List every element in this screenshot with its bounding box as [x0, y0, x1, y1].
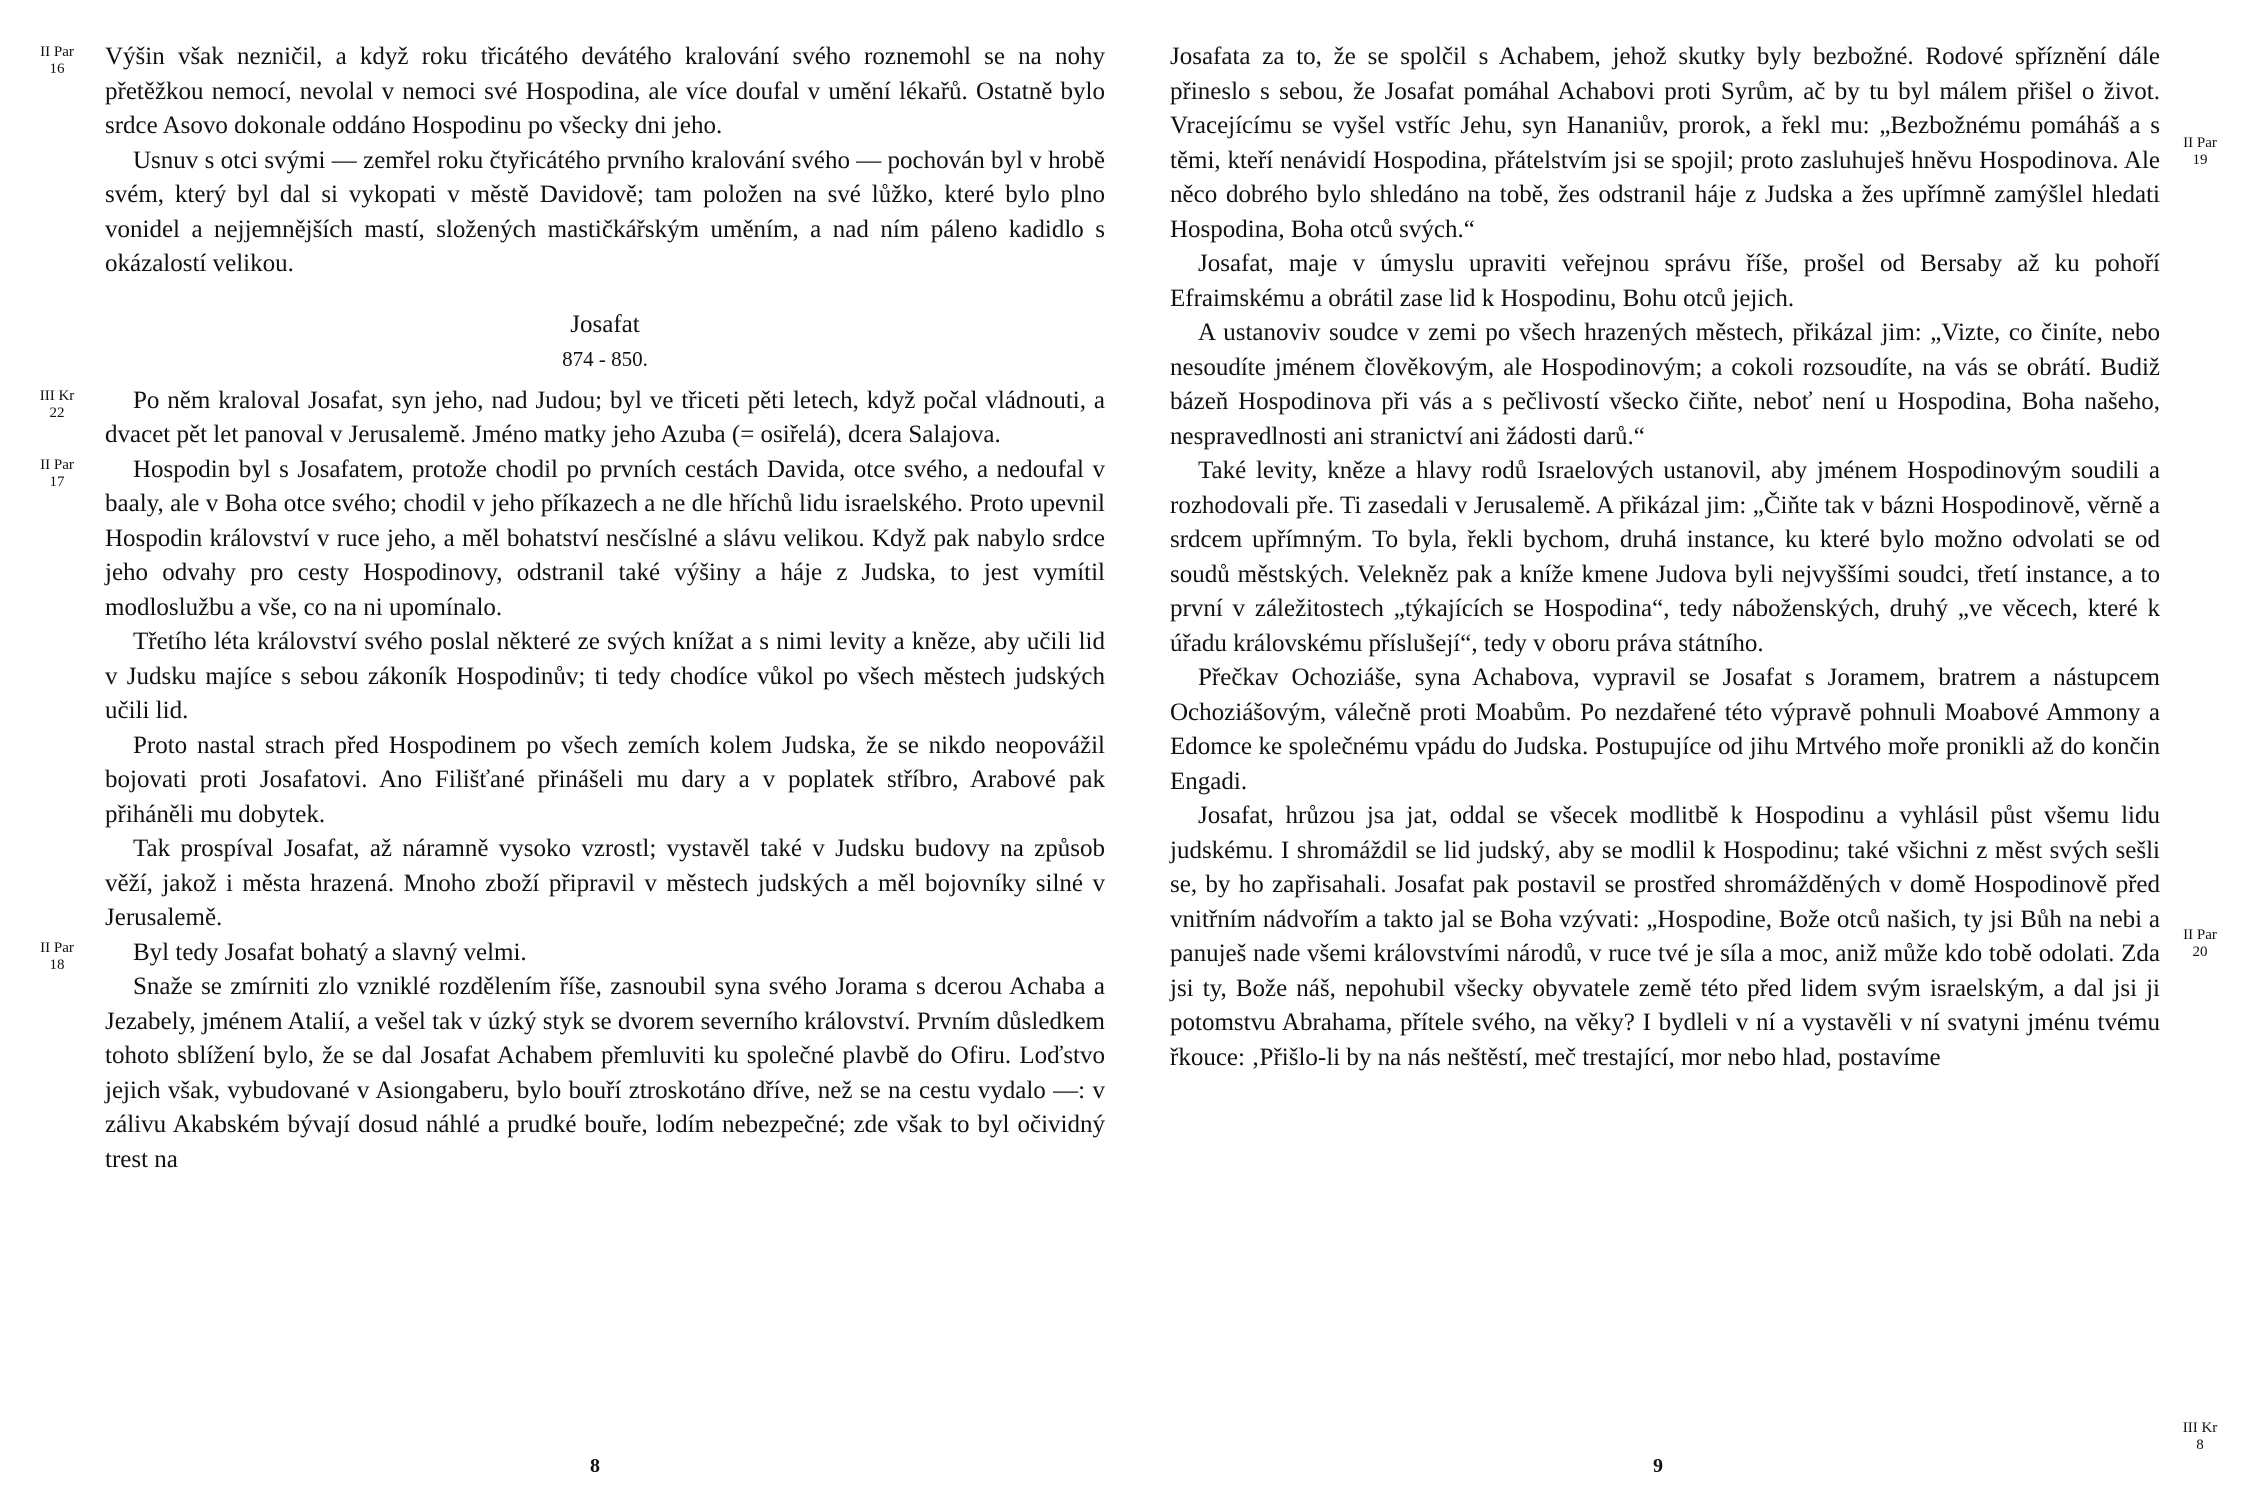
right-page — [1170, 40, 2218, 1453]
reference-book: II Par — [40, 44, 74, 60]
paragraph — [105, 729, 1105, 833]
paragraph — [1170, 799, 2160, 1075]
paragraph-text: A ustanoviv soudce v zemi po všech hrazených městech, přikázal jim: „Vizte, co činíte, nebo nesoudíte jménem člověkovým, ale Hospodinovým; a cokoli rozsoudíte, na vás se obrátí. Budiž bázeň Hospodinova při vás a s pečlivostí všecko čiňte, neboť není u Hospodina, Boha našeho, nespravedlnosti ani stranictví ani žádosti darů.“ — [1170, 319, 2160, 450]
margin-reference — [33, 940, 81, 974]
paragraph-text: Výšin však nezničil, a když roku třicátého devátého kralování svého roznemohl se na nohy přetěžkou nemocí, nevolal v nemoci své Hospodina, ale více doufal v umění lékařů. Ostatně bylo srdce Asovo dokonale oddáno Hospodinu po všecky dni jeho. — [105, 43, 1105, 139]
paragraph — [39, 384, 1105, 453]
paragraph-text: Hospodin byl s Josafatem, protože chodil po prvních cestách Davida, otce svého, a nedoufal v baaly, ale v Boha otce svého; chodil v jeho příkazech a ne dle hříchů lidu israelského. Proto upevnil Hospodin království v ruce jeho, a měl bohatství nesčíslné a slávu velikou. Když pak nabylo srdce jeho odvahy pro cesty Hospodinovy, odstranil také výšiny a háje z Judska, to jest vymítil modloslužbu a vše, co na ni upomínalo. — [105, 455, 1105, 621]
reference-chapter: 8 — [2196, 1437, 2204, 1453]
paragraph — [1170, 247, 2160, 316]
paragraph-text: Přečkav Ochoziáše, syna Achabova, vypravil se Josafat s Joramem, bratrem a nástupcem Ochoziášovým, válečně proti Moabům. Po nezdařené této výpravě pohnuli Moabové Ammony a Edomce ke společnému vpádu do Judska. Postupujíce od jihu Mrtvého moře pronikli až do končin Engadi. — [1170, 664, 2160, 795]
reference-chapter: 22 — [49, 404, 65, 421]
margin-reference — [33, 388, 81, 422]
section-title: Josafat — [570, 310, 640, 338]
page-number-left: 8 — [590, 1455, 600, 1477]
paragraph — [1170, 40, 2160, 247]
left-page — [39, 40, 1105, 1177]
reference-book: II Par — [40, 939, 74, 956]
paragraph — [105, 144, 1105, 282]
reference-book: II Par — [2183, 135, 2217, 151]
reference-chapter: 17 — [49, 473, 65, 490]
paragraph — [1170, 661, 2160, 799]
paragraph-text: Po něm kraloval Josafat, syn jeho, nad Judou; byl ve třiceti pěti letech, když počal vládnouti, a dvacet pět let panoval v Jerusalemě. Jméno matky jeho Azuba (= osiřelá), dcera Salajova. — [105, 386, 1105, 448]
paragraph-text: Třetího léta království svého poslal některé ze svých knížat a s nimi levity a kněze, aby učili lid v Judsku majíce s sebou zákoník Hospodinův; ti tedy chodíce vůkol po všech městech judských učili lid. — [105, 628, 1105, 724]
section-years: 874 - 850. — [562, 346, 648, 371]
paragraph-text: Také levity, kněze a hlavy rodů Israelových ustanovil, aby jménem Hospodinovým soudili a rozhodovali pře. Ti zasedali v Jerusalemě. A přikázal jim: „Čiňte tak v bázni Hospodinově, věrně a srdcem upřímným. To byla, řekli bychom, druhá instance, ku které bylo možno odvolati se od soudů městských. Velekněz pak a kníže kmene Judova byli nejvyššími soudci, třetí instance, a to první v záležitostech „týkajících se Hospodina“, tedy náboženských, druhý „ve věcech, které k úřadu královskému příslušejí“, tedy v oboru práva státního. — [1170, 457, 2160, 657]
reference-chapter: 19 — [2192, 152, 2208, 168]
paragraph — [105, 970, 1105, 1177]
reference-book: III Kr — [39, 387, 75, 404]
paragraph — [40, 453, 1105, 626]
paragraph-text: Tak prospíval Josafat, až náramně vysoko vzrostl; vystavěl také v Judsku budovy na způsob věží, jakož i města hrazená. Mnoho zboží připravil v městech judských a měl bojovníky silné v Jerusalemě. — [105, 835, 1105, 931]
reference-chapter: 18 — [49, 956, 65, 973]
margin-reference — [2176, 135, 2224, 169]
margin-reference — [2176, 927, 2224, 961]
paragraph — [1170, 316, 2160, 454]
reference-chapter: 20 — [2192, 944, 2208, 960]
paragraph-text: Josafata za to, že se spolčil s Achabem, jehož skutky byly bezbožné. Rodové spříznění dále přineslo s sebou, že Josafat pomáhal Achabovi proti Syrům, ač by tu byl málem přišel o život. Vracejícímu se vyšel vstříc Jehu, syn Hananiův, prorok, a řekl mu: „Bezbožnému pomáháš a s těmi, kteří nenávidí Hospodina, přátelstvím jsi se spojil; proto zasluhuješ hněvu Hospodinova. Ale něco dobrého bylo shledáno na tobě, žes odstranil háje z Judska a žes upřímně zamýšlel hledati Hospodina, Boha otců svých.“ — [1170, 43, 2160, 243]
paragraph-text: Usnuv s otci svými — zemřel roku čtyřicátého prvního kralování svého — pochován byl v hrobě svém, který byl dal si vykopati v městě Davidově; tam položen na své lůžko, které bylo plno vonidel a nejjemnějších mastí, složených mastičkářským uměním, a nad ním páleno kadidlo s okázalostí velikou. — [105, 146, 1105, 277]
reference-book: II Par — [2183, 927, 2217, 943]
page-number-right: 9 — [1653, 1455, 1663, 1477]
paragraph — [40, 936, 1105, 973]
paragraph — [105, 832, 1105, 936]
paragraph-text: Byl tedy Josafat bohatý a slavný velmi. — [133, 938, 527, 966]
reference-book: II Par — [40, 456, 74, 473]
margin-reference — [33, 44, 81, 78]
paragraph — [40, 40, 1105, 144]
paragraph-text: Proto nastal strach před Hospodinem po všech zemích kolem Judska, že se nikdo neopovážil bojovati proti Josafatovi. Ano Filišťané přinášeli mu dary a v poplatek stříbro, Arabové pak přiháněli mu dobytek. — [105, 731, 1105, 828]
paragraph — [1170, 454, 2160, 661]
margin-reference — [33, 457, 81, 491]
section-heading — [105, 308, 1105, 376]
margin-reference — [2176, 1420, 2224, 1454]
paragraph — [105, 625, 1105, 729]
reference-chapter: 16 — [49, 61, 65, 77]
paragraph-text: Josafat, hrůzou jsa jat, oddal se všecek modlitbě k Hospodinu a vyhlásil půst všemu lidu judskému. I shromáždil se lid judský, aby se modlil k Hospodinu; také všichni z měst svých sešli se, by ho zapřisahali. Josafat pak postavil se prostřed shromážděných v domě Hospodinově před vnitřním nádvořím a takto jal se Boha vzývati: „Hospodine, Bože otců našich, ty jsi Bůh na nebi a panuješ nade všemi královstvími národů, v ruce tvé je síla a moc, aniž může kdo tobě odolati. Zda jsi ty, Bože náš, nepohubil všecky obyvatele země této před lidem svým israelským, a dal jsi ji potomstvu Abrahama, přítele svého, na věky? I bydleli v ní a vystavěli v ní svatyni jménu tvému řkouce: ‚Přišlo-li by na nás neštěstí, meč trestající, mor nebo hlad, postavíme — [1170, 802, 2160, 1071]
paragraph-text: Snaže se zmírniti zlo vzniklé rozdělením říše, zasnoubil syna svého Jorama s dcerou Achaba a Jezabely, jménem Atalií, a vešel tak v úzký styk se dvorem severního království. Prvním důsledkem tohoto sblížení bylo, že se dal Josafat Achabem přemluviti ku společné plavbě do Ofiru. Loďstvo jejich však, vybudované v Asiongaberu, bylo bouří ztroskotáno dříve, než se na cestu vydalo —: v zálivu Akabském bývají dosud náhlé a prudké bouře, lodím nebezpečné; zde však to byl očividný trest na — [105, 973, 1105, 1173]
paragraph-text: Josafat, maje v úmyslu upraviti veřejnou správu říše, prošel od Bersaby až ku pohoří Efraimskému a obrátil zase lid k Hospodinu, Bohu otců jejich. — [1170, 250, 2160, 312]
reference-book: III Kr — [2182, 1420, 2218, 1436]
